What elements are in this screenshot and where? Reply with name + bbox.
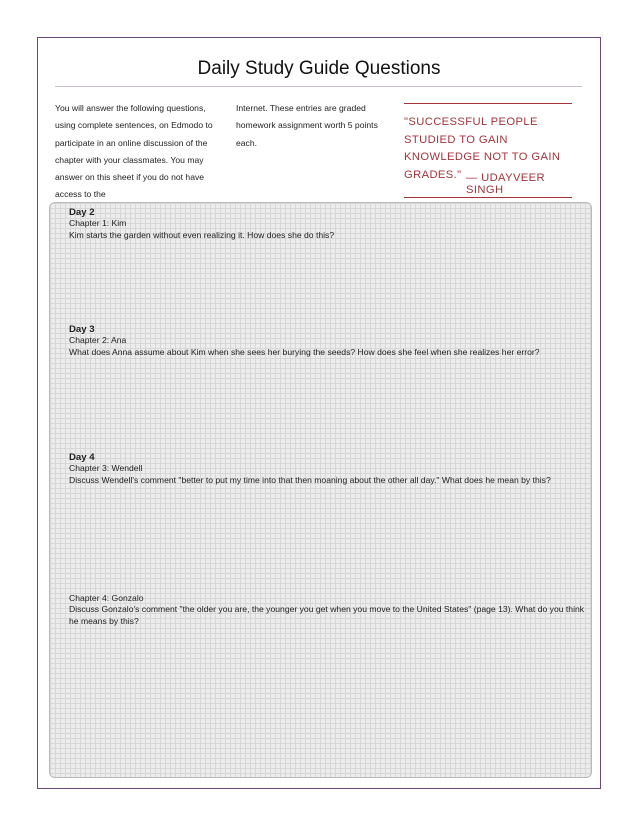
chapter-label: Chapter 3: Wendell xyxy=(69,463,143,474)
question-day-4 xyxy=(69,452,589,486)
chapter-label: Chapter 1: Kim xyxy=(69,218,127,229)
question-text: Discuss Gonzalo's comment "the older you are, the younger you get when you move to the United States" (page 13). What do you think he means by this? xyxy=(69,604,585,626)
intro-text-column-2: Internet. These entries are graded homework assignment worth 5 points each. xyxy=(236,103,378,148)
day-label: Day 2 xyxy=(69,207,95,218)
chapter-label: Chapter 4: Gonzalo xyxy=(69,593,144,603)
question-text: What does Anna assume about Kim when she sees her burying the seeds? How does she feel when she realizes her error? xyxy=(69,346,540,357)
question-text: Discuss Wendell's comment "better to put my time into that then moaning about the other all day." What does he mean by this? xyxy=(69,474,551,485)
answer-panel xyxy=(49,202,592,778)
quote-author: — UDAYVEER SINGH xyxy=(466,172,546,196)
quote-text: "SUCCESSFUL PEOPLE STUDIED TO GAIN KNOWLEDGE NOT TO GAIN GRADES." xyxy=(404,116,561,181)
title-divider xyxy=(55,86,582,87)
quote-box xyxy=(404,103,572,198)
chapter-label: Chapter 2: Ana xyxy=(69,335,127,346)
intro-text-column-1: You will answer the following questions, using complete sentences, on Edmodo to participate in an online discussion of the chapter with your classmates. You may answer on this sheet if you do not have access to the xyxy=(55,103,213,200)
question-chapter-4 xyxy=(69,593,589,627)
page-title: Daily Study Guide Questions xyxy=(197,58,441,79)
day-label: Day 4 xyxy=(69,452,95,463)
question-day-3 xyxy=(69,324,589,358)
question-text: Kim starts the garden without even realizing it. How does she do this? xyxy=(69,229,335,240)
question-day-2 xyxy=(69,207,589,241)
day-label: Day 3 xyxy=(69,324,95,335)
